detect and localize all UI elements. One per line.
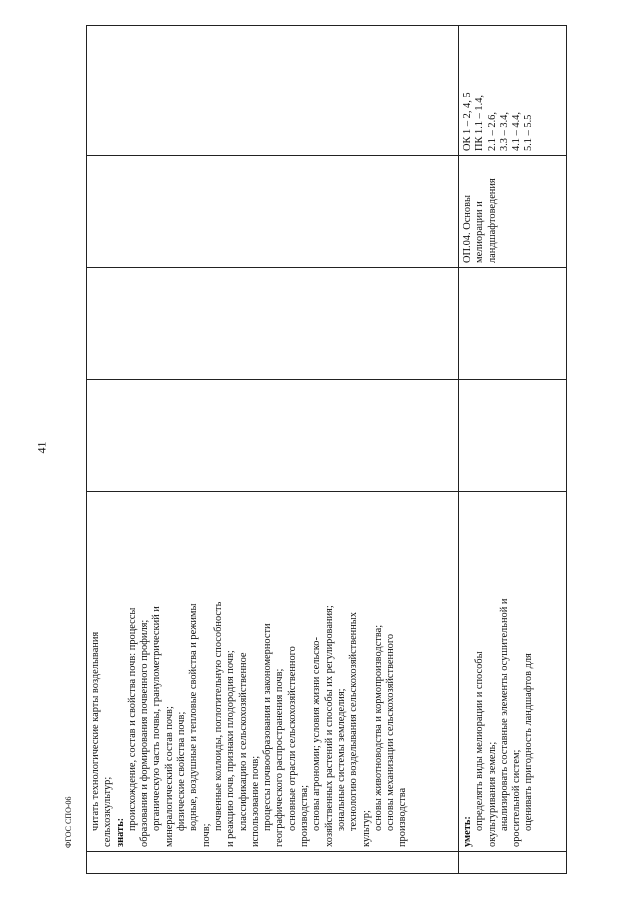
content-line: оценивать пригодность ландшафтов для (523, 653, 535, 831)
hours-class-cell (87, 268, 459, 380)
content-line: зональные системы земледелия; (335, 688, 347, 831)
content-line: культур; (360, 810, 372, 847)
index-cell (459, 852, 567, 874)
discipline-name: ОП.04. Основы мелиорации и ландшафтоведения (462, 178, 498, 263)
content-line: минералогический состав почв; (163, 706, 175, 847)
content-line: основы механизации сельскохозяйственного (385, 633, 397, 831)
content-line: окультуривания земель; (486, 741, 498, 847)
hours-max-cell (459, 380, 567, 492)
content-line: процессы почвообразования и закономерности (262, 623, 274, 831)
content-line: хозяйственных растений и способы их регулирования; (323, 605, 335, 847)
content-line: географического распространения почв; (274, 668, 286, 847)
content-line: технологию возделывания сельскохозяйственных (348, 612, 360, 831)
content-line: происхождение, состав и свойства почв: процессы (126, 607, 138, 831)
content-line: производства (397, 787, 409, 847)
footer-document-code: ФГОС СПО-06 (64, 796, 73, 848)
table-row-op04 (459, 26, 567, 874)
rotated-table-wrapper (86, 26, 566, 874)
hours-class-cell (459, 268, 567, 380)
content-line: и реакцию почв, признаки плодородия почв; (225, 650, 237, 847)
content-line: производства; (299, 784, 311, 847)
content-lines (90, 496, 410, 847)
content-line: почвенные коллоиды, поглотительную способность (212, 601, 224, 831)
content-line: оросительной систем; (511, 749, 523, 847)
content-line: сельхозкультур; (102, 776, 114, 847)
content-line: физические свойства почв; (176, 711, 188, 831)
content-lines (462, 496, 536, 847)
competency-codes: ОК 1 – 2, 4, 5 ПК 1.1 – 1.4, 2.1 – 2.6, 3.3 – 3.4, 4.1 – 4.4, 5.1 – 5.5 (462, 92, 535, 151)
content-line: основные отрасли сельскохозяйственного (286, 646, 298, 831)
competency-codes-cell (87, 26, 459, 156)
hours-max-cell (87, 380, 459, 492)
content-line: анализировать составные элементы осушительной и (498, 598, 510, 831)
section-heading: уметь: (462, 816, 473, 847)
discipline-cell (459, 156, 567, 268)
page-number: 41 (34, 441, 49, 454)
competency-table (86, 25, 567, 874)
content-line: органическую часть почвы, гранулометрический и (151, 606, 163, 831)
content-line: определять виды мелиорации и способы (474, 651, 486, 831)
content-line: образования и формирования почвенного профиля; (139, 619, 151, 847)
section-heading: знать: (114, 817, 126, 847)
index-cell (87, 852, 459, 874)
discipline-cell (87, 156, 459, 268)
content-cell (87, 492, 459, 852)
table-row-continuation (87, 26, 459, 874)
content-line: водные, воздушные и тепловые свойства и режимы (188, 603, 200, 831)
content-line: основы агрономии; условия жизни сельско- (311, 637, 323, 831)
content-line: использование почв; (249, 755, 261, 847)
content-line: почв; (200, 823, 212, 847)
content-line: читать технологические карты возделывания (90, 631, 101, 831)
content-cell (459, 492, 567, 852)
content-line: классификацию и сельскохозяйственное (237, 652, 249, 831)
competency-codes-cell (459, 26, 567, 156)
content-line: основы животноводства и кормопроизводства; (372, 624, 384, 831)
